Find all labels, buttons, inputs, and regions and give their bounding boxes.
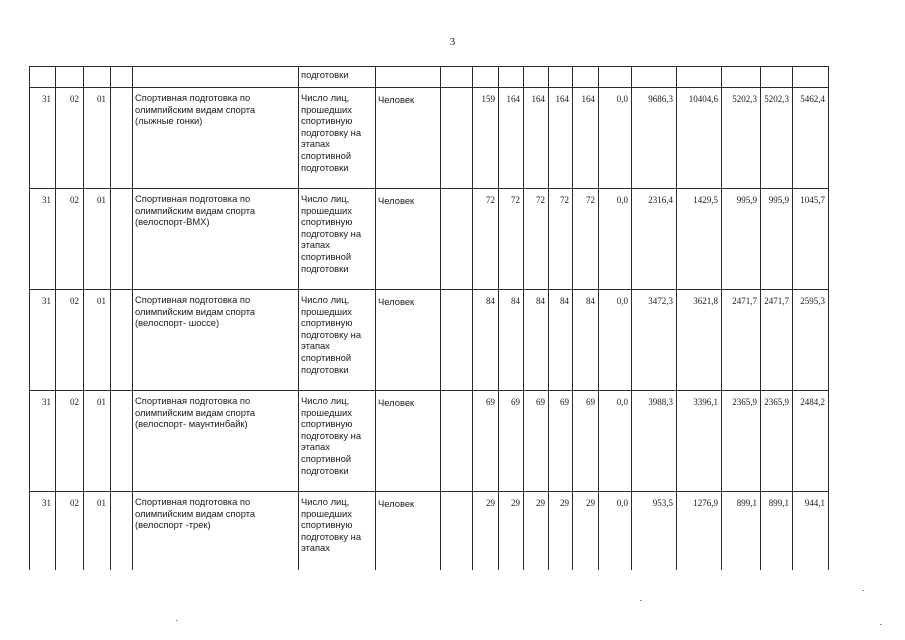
code-subsection: 02 [56, 492, 84, 571]
service-name: Спортивная подготовка по олимпийским видам спорта (лыжные гонки) [133, 88, 299, 189]
finance-value: 953,5 [632, 492, 677, 571]
cell-empty [111, 88, 133, 189]
deviation-value: 0,0 [599, 290, 632, 391]
deviation-value: 0,0 [599, 391, 632, 492]
finance-value: 1429,5 [677, 189, 722, 290]
service-name: Спортивная подготовка по олимпийским видам спорта (велоспорт-ВМХ) [133, 189, 299, 290]
volume-value: 164 [499, 88, 524, 189]
cell-empty [499, 67, 524, 88]
cell-empty [441, 290, 473, 391]
volume-value: 84 [549, 290, 573, 391]
volume-value: 69 [499, 391, 524, 492]
volume-value: 84 [499, 290, 524, 391]
deviation-value: 0,0 [599, 492, 632, 571]
finance-value: 5202,3 [761, 88, 793, 189]
cell-empty [793, 67, 829, 88]
volume-value: 29 [524, 492, 549, 571]
cell-empty [524, 67, 549, 88]
cell-empty [761, 67, 793, 88]
volume-value: 72 [473, 189, 499, 290]
indicator-name: Число лиц, прошедших спортивную подготовку на этапах спортивной подготовки [299, 290, 376, 391]
deviation-value: 0,0 [599, 189, 632, 290]
cell-empty [111, 391, 133, 492]
finance-value: 995,9 [761, 189, 793, 290]
table-row [30, 290, 829, 391]
indicator-name: Число лиц, прошедших спортивную подготовку на этапах спортивной подготовки [299, 88, 376, 189]
volume-value: 164 [524, 88, 549, 189]
finance-value: 10404,6 [677, 88, 722, 189]
volume-value: 84 [473, 290, 499, 391]
cell-empty [441, 189, 473, 290]
volume-value: 69 [573, 391, 599, 492]
cell-empty [111, 189, 133, 290]
service-name: Спортивная подготовка по олимпийским видам спорта (велоспорт- шоссе) [133, 290, 299, 391]
code-subsection: 02 [56, 391, 84, 492]
continuation-row [30, 67, 829, 88]
cell-empty [56, 67, 84, 88]
cell-empty [599, 67, 632, 88]
cell-empty [84, 67, 111, 88]
cell-empty [111, 67, 133, 88]
table-row [30, 88, 829, 189]
volume-value: 159 [473, 88, 499, 189]
unit-of-measure: Человек [376, 189, 441, 290]
volume-value: 29 [499, 492, 524, 571]
cell-empty [473, 67, 499, 88]
volume-value: 29 [473, 492, 499, 571]
budget-table [29, 66, 829, 570]
finance-value: 2595,3 [793, 290, 829, 391]
cell-empty [549, 67, 573, 88]
finance-value: 3396,1 [677, 391, 722, 492]
volume-value: 164 [573, 88, 599, 189]
page-number: 3 [449, 36, 456, 48]
unit-of-measure: Человек [376, 391, 441, 492]
finance-value: 2365,9 [722, 391, 761, 492]
cell-empty [632, 67, 677, 88]
unit-of-measure: Человек [376, 88, 441, 189]
volume-value: 69 [549, 391, 573, 492]
finance-value: 995,9 [722, 189, 761, 290]
service-name: Спортивная подготовка по олимпийским видам спорта (велоспорт -трек) [133, 492, 299, 571]
indicator-name: Число лиц, прошедших спортивную подготовку на этапах [299, 492, 376, 571]
volume-value: 72 [499, 189, 524, 290]
volume-value: 69 [473, 391, 499, 492]
cell-empty [441, 67, 473, 88]
finance-value: 2471,7 [761, 290, 793, 391]
cell-empty [441, 492, 473, 571]
finance-value: 899,1 [761, 492, 793, 571]
volume-value: 72 [573, 189, 599, 290]
scan-speck [862, 590, 864, 591]
cell-empty [677, 67, 722, 88]
finance-value: 5202,3 [722, 88, 761, 189]
finance-value: 2484,2 [793, 391, 829, 492]
cell-empty [441, 88, 473, 189]
cell-empty [573, 67, 599, 88]
code-section: 31 [30, 88, 56, 189]
volume-value: 29 [549, 492, 573, 571]
cell-empty [30, 67, 56, 88]
cell-empty [376, 67, 441, 88]
cell-empty [111, 492, 133, 571]
finance-value: 2471,7 [722, 290, 761, 391]
scan-speck [176, 620, 178, 621]
code-item: 01 [84, 391, 111, 492]
code-item: 01 [84, 88, 111, 189]
table-row [30, 189, 829, 290]
finance-value: 944,1 [793, 492, 829, 571]
finance-value: 2365,9 [761, 391, 793, 492]
cell-empty [133, 67, 299, 88]
cell-empty [722, 67, 761, 88]
service-name: Спортивная подготовка по олимпийским видам спорта (велоспорт- маунтинбайк) [133, 391, 299, 492]
code-section: 31 [30, 391, 56, 492]
code-section: 31 [30, 189, 56, 290]
table-row [30, 391, 829, 492]
volume-value: 84 [524, 290, 549, 391]
indicator-continuation: подготовки [299, 67, 376, 88]
code-item: 01 [84, 290, 111, 391]
finance-value: 1276,9 [677, 492, 722, 571]
code-subsection: 02 [56, 88, 84, 189]
finance-value: 3621,8 [677, 290, 722, 391]
volume-value: 72 [524, 189, 549, 290]
finance-value: 9686,3 [632, 88, 677, 189]
code-subsection: 02 [56, 290, 84, 391]
volume-value: 29 [573, 492, 599, 571]
volume-value: 69 [524, 391, 549, 492]
deviation-value: 0,0 [599, 88, 632, 189]
code-subsection: 02 [56, 189, 84, 290]
table-row [30, 492, 829, 571]
finance-value: 1045,7 [793, 189, 829, 290]
scan-speck [880, 624, 882, 625]
unit-of-measure: Человек [376, 290, 441, 391]
volume-value: 72 [549, 189, 573, 290]
finance-value: 3988,3 [632, 391, 677, 492]
code-item: 01 [84, 189, 111, 290]
finance-value: 5462,4 [793, 88, 829, 189]
indicator-name: Число лиц, прошедших спортивную подготовку на этапах спортивной подготовки [299, 189, 376, 290]
code-section: 31 [30, 492, 56, 571]
code-item: 01 [84, 492, 111, 571]
indicator-name: Число лиц, прошедших спортивную подготовку на этапах спортивной подготовки [299, 391, 376, 492]
code-section: 31 [30, 290, 56, 391]
unit-of-measure: Человек [376, 492, 441, 571]
volume-value: 164 [549, 88, 573, 189]
cell-empty [441, 391, 473, 492]
volume-value: 84 [573, 290, 599, 391]
finance-value: 899,1 [722, 492, 761, 571]
cell-empty [111, 290, 133, 391]
finance-value: 3472,3 [632, 290, 677, 391]
scan-speck [640, 600, 642, 601]
finance-value: 2316,4 [632, 189, 677, 290]
